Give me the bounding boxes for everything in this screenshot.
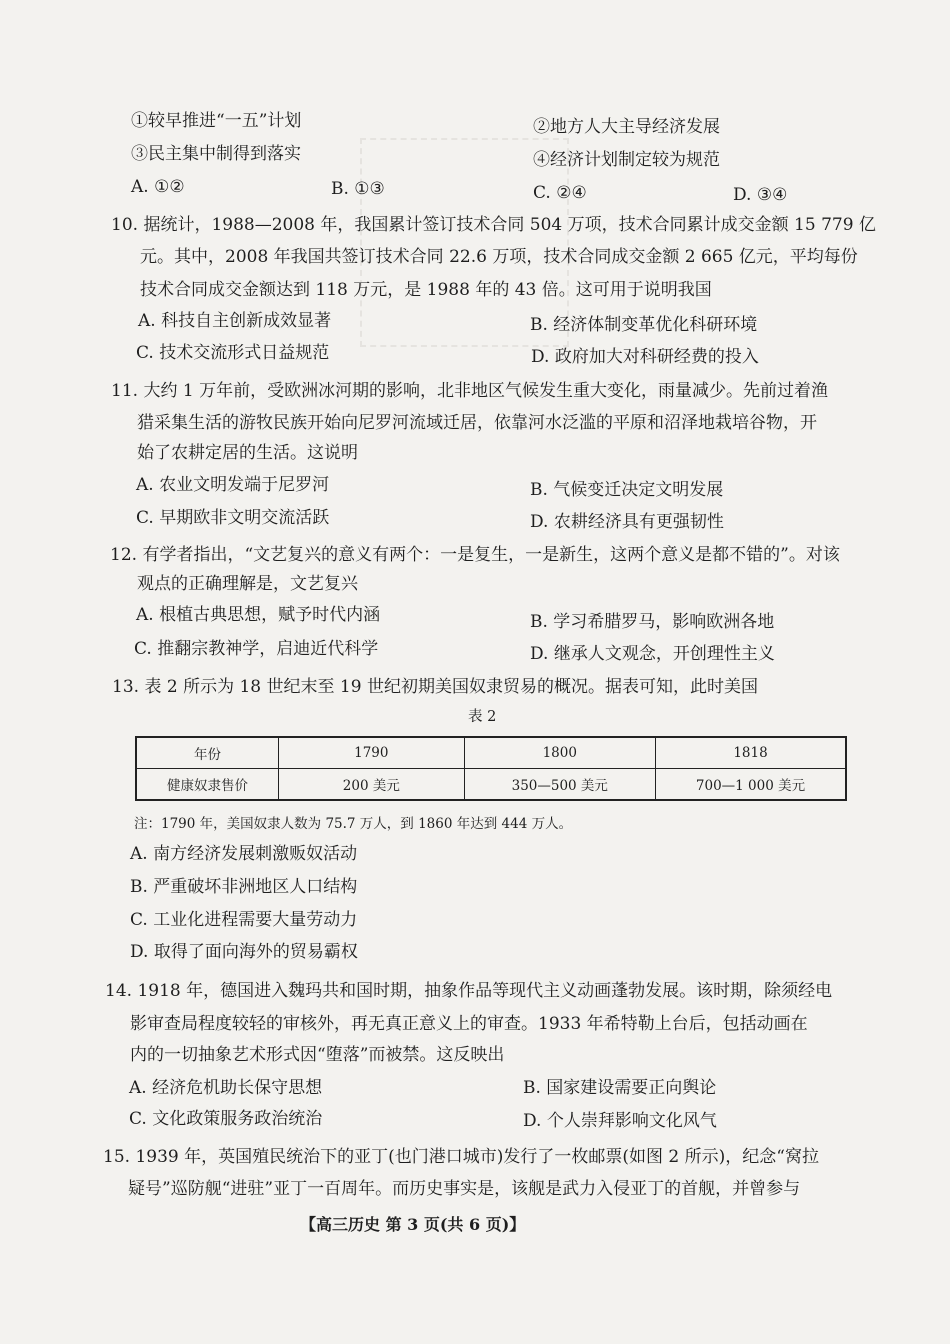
table-row — [136, 769, 846, 801]
q10-choice-d: D. 政府加大对科研经费的投入 — [531, 347, 759, 367]
table-header-1800: 1800 — [464, 737, 655, 769]
q14-stem-line-2: 影审查局程度较轻的审核外，再无真正意义上的审查。1933 年希特勒上台后，包括动画在 — [130, 1014, 808, 1034]
q9-option-3: ③民主集中制得到落实 — [131, 144, 301, 164]
q10-stem-line-1: 10. 据统计，1988—2008 年，我国累计签订技术合同 504 万项，技术合同累计成交金额 15 779 亿 — [111, 215, 876, 235]
q12-stem-line-2: 观点的正确理解是，文艺复兴 — [137, 574, 358, 594]
q12-choice-a: A. 根植古典思想，赋予时代内涵 — [136, 605, 381, 625]
q11-choice-c: C. 早期欧非文明交流活跃 — [136, 508, 330, 528]
q13-choice-b: B. 严重破坏非洲地区人口结构 — [130, 877, 358, 897]
page-footer: 【高三历史 第 3 页(共 6 页)】 — [300, 1215, 526, 1234]
q9-option-2: ②地方人大主导经济发展 — [533, 117, 720, 137]
table-header-year: 年份 — [136, 737, 279, 769]
q10-stem-line-3: 技术合同成交金额达到 118 万元，是 1988 年的 43 倍。这可用于说明我国 — [140, 280, 712, 300]
q12-choice-d: D. 继承人文观念，开创理性主义 — [530, 644, 775, 664]
q12-stem-line-1: 12. 有学者指出，“文艺复兴的意义有两个：一是复生，一是新生，这两个意义是都不错的”。对该 — [110, 545, 840, 565]
q14-stem-line-1: 14. 1918 年，德国进入魏玛共和国时期，抽象作品等现代主义动画蓬勃发展。该时期，除须经电 — [105, 981, 833, 1001]
q14-stem-line-3: 内的一切抽象艺术形式因“堕落”而被禁。这反映出 — [130, 1045, 505, 1065]
table-cell-1818: 700—1 000 美元 — [656, 769, 846, 801]
q15-stem-line-2: 疑号”巡防舰“进驻”亚丁一百周年。而历史事实是，该舰是武力入侵亚丁的首舰，并曾参与 — [128, 1179, 801, 1199]
q9-option-4: ④经济计划制定较为规范 — [533, 150, 720, 170]
q13-choice-c: C. 工业化进程需要大量劳动力 — [130, 910, 358, 930]
table-cell-1790: 200 美元 — [279, 769, 464, 801]
q10-stem-line-2: 元。其中，2008 年我国共签订技术合同 22.6 万项，技术合同成交金额 2 665 亿元，平均每份 — [140, 247, 858, 267]
table-header-1790: 1790 — [279, 737, 464, 769]
q9-option-1: ①较早推进“一五”计划 — [131, 111, 302, 131]
table-cell-1800: 350—500 美元 — [464, 769, 655, 801]
q14-choice-a: A. 经济危机助长保守思想 — [129, 1078, 323, 1098]
q10-choice-a: A. 科技自主创新成效显著 — [138, 311, 332, 331]
q14-choice-d: D. 个人崇拜影响文化风气 — [523, 1111, 717, 1131]
q10-choice-b: B. 经济体制变革优化科研环境 — [530, 315, 758, 335]
q13-stem: 13. 表 2 所示为 18 世纪末至 19 世纪初期美国奴隶贸易的概况。据表可知，此时美国 — [112, 677, 758, 697]
q9-choice-d: D. ③④ — [733, 185, 788, 205]
q11-choice-b: B. 气候变迁决定文明发展 — [530, 480, 724, 500]
q15-stem-line-1: 15. 1939 年，英国殖民统治下的亚丁(也门港口城市)发行了一枚邮票(如图 2 所示)，纪念“窝拉 — [103, 1147, 819, 1167]
q9-choice-c: C. ②④ — [533, 183, 587, 203]
q10-choice-c: C. 技术交流形式日益规范 — [136, 343, 330, 363]
slave-price-table — [135, 736, 847, 801]
q14-choice-c: C. 文化政策服务政治统治 — [129, 1109, 323, 1129]
q11-stem-line-3: 始了农耕定居的生活。这说明 — [137, 443, 358, 463]
q12-choice-c: C. 推翻宗教神学，启迪近代科学 — [134, 639, 379, 659]
table-header-1818: 1818 — [656, 737, 846, 769]
q13-choice-d: D. 取得了面向海外的贸易霸权 — [130, 942, 358, 962]
q13-choice-a: A. 南方经济发展刺激贩奴活动 — [130, 844, 358, 864]
q9-choice-b: B. ①③ — [331, 179, 385, 199]
q11-choice-a: A. 农业文明发端于尼罗河 — [136, 475, 330, 495]
q11-choice-d: D. 农耕经济具有更强韧性 — [530, 512, 724, 532]
q11-stem-line-2: 猎采集生活的游牧民族开始向尼罗河流域迁居，依靠河水泛滥的平原和沼泽地栽培谷物，开 — [137, 413, 817, 433]
table-note: 注：1790 年，美国奴隶人数为 75.7 万人，到 1860 年达到 444 万人。 — [134, 816, 573, 832]
table-header-row — [136, 737, 846, 769]
table-row-label: 健康奴隶售价 — [136, 769, 279, 801]
q9-choice-a: A. ①② — [131, 177, 185, 197]
table-2-title: 表 2 — [468, 709, 497, 725]
q14-choice-b: B. 国家建设需要正向舆论 — [523, 1078, 717, 1098]
q11-stem-line-1: 11. 大约 1 万年前，受欧洲冰河期的影响，北非地区气候发生重大变化，雨量减少。先前过着渔 — [111, 381, 829, 401]
q12-choice-b: B. 学习希腊罗马，影响欧洲各地 — [530, 612, 775, 632]
